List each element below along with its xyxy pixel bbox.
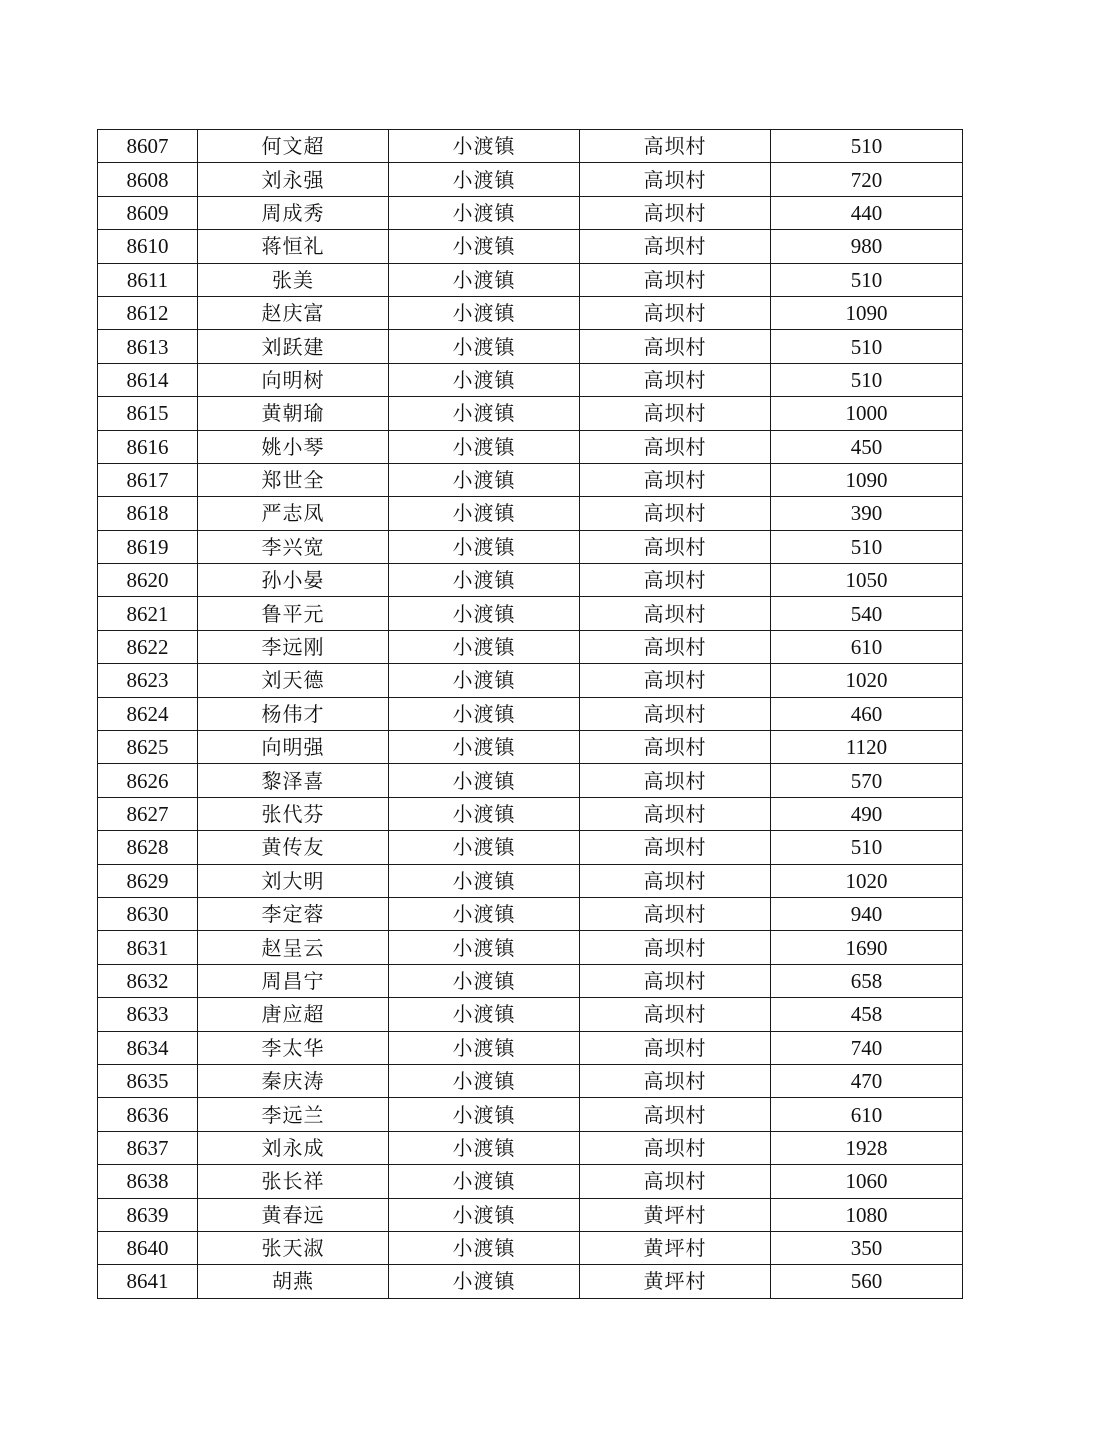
cell-id: 8611 xyxy=(98,263,198,296)
cell-amount: 740 xyxy=(771,1031,963,1064)
table-row xyxy=(98,130,963,163)
table-row xyxy=(98,196,963,229)
cell-amount: 1928 xyxy=(771,1131,963,1164)
cell-name: 赵庆富 xyxy=(198,296,389,329)
cell-amount: 460 xyxy=(771,697,963,730)
cell-id: 8634 xyxy=(98,1031,198,1064)
cell-name: 张代芬 xyxy=(198,797,389,830)
table-row xyxy=(98,330,963,363)
cell-village: 高坝村 xyxy=(580,530,771,563)
cell-town: 小渡镇 xyxy=(389,263,580,296)
cell-town: 小渡镇 xyxy=(389,597,580,630)
roster-table xyxy=(97,129,963,1299)
cell-village: 高坝村 xyxy=(580,797,771,830)
cell-id: 8637 xyxy=(98,1131,198,1164)
table-row xyxy=(98,964,963,997)
cell-name: 严志凤 xyxy=(198,497,389,530)
cell-town: 小渡镇 xyxy=(389,530,580,563)
cell-town: 小渡镇 xyxy=(389,330,580,363)
cell-town: 小渡镇 xyxy=(389,230,580,263)
cell-amount: 440 xyxy=(771,196,963,229)
cell-village: 高坝村 xyxy=(580,1131,771,1164)
cell-village: 高坝村 xyxy=(580,597,771,630)
table-row xyxy=(98,430,963,463)
cell-id: 8629 xyxy=(98,864,198,897)
cell-town: 小渡镇 xyxy=(389,897,580,930)
table-row xyxy=(98,630,963,663)
cell-amount: 1020 xyxy=(771,664,963,697)
cell-amount: 510 xyxy=(771,130,963,163)
cell-id: 8619 xyxy=(98,530,198,563)
cell-village: 高坝村 xyxy=(580,397,771,430)
table-row xyxy=(98,1165,963,1198)
cell-town: 小渡镇 xyxy=(389,1265,580,1298)
cell-town: 小渡镇 xyxy=(389,397,580,430)
cell-id: 8610 xyxy=(98,230,198,263)
table-row xyxy=(98,931,963,964)
cell-village: 高坝村 xyxy=(580,1098,771,1131)
cell-id: 8627 xyxy=(98,797,198,830)
cell-name: 胡燕 xyxy=(198,1265,389,1298)
table-row xyxy=(98,1198,963,1231)
cell-village: 高坝村 xyxy=(580,497,771,530)
table-row xyxy=(98,998,963,1031)
table-row xyxy=(98,831,963,864)
cell-name: 李定蓉 xyxy=(198,897,389,930)
table-row xyxy=(98,497,963,530)
cell-name: 张长祥 xyxy=(198,1165,389,1198)
cell-town: 小渡镇 xyxy=(389,1165,580,1198)
cell-village: 高坝村 xyxy=(580,363,771,396)
cell-id: 8620 xyxy=(98,564,198,597)
cell-village: 高坝村 xyxy=(580,764,771,797)
cell-id: 8638 xyxy=(98,1165,198,1198)
cell-town: 小渡镇 xyxy=(389,731,580,764)
table-row xyxy=(98,897,963,930)
cell-town: 小渡镇 xyxy=(389,196,580,229)
cell-name: 鲁平元 xyxy=(198,597,389,630)
cell-village: 高坝村 xyxy=(580,1031,771,1064)
cell-name: 赵呈云 xyxy=(198,931,389,964)
cell-town: 小渡镇 xyxy=(389,1198,580,1231)
table-row xyxy=(98,230,963,263)
cell-town: 小渡镇 xyxy=(389,1064,580,1097)
cell-amount: 560 xyxy=(771,1265,963,1298)
cell-name: 周昌宁 xyxy=(198,964,389,997)
cell-id: 8616 xyxy=(98,430,198,463)
cell-id: 8640 xyxy=(98,1231,198,1264)
cell-village: 高坝村 xyxy=(580,430,771,463)
cell-amount: 510 xyxy=(771,330,963,363)
cell-amount: 1060 xyxy=(771,1165,963,1198)
table-row xyxy=(98,1265,963,1298)
cell-id: 8633 xyxy=(98,998,198,1031)
cell-id: 8628 xyxy=(98,831,198,864)
cell-name: 何文超 xyxy=(198,130,389,163)
cell-amount: 510 xyxy=(771,363,963,396)
cell-village: 高坝村 xyxy=(580,964,771,997)
cell-amount: 610 xyxy=(771,630,963,663)
cell-name: 刘跃建 xyxy=(198,330,389,363)
table-row xyxy=(98,397,963,430)
cell-id: 8631 xyxy=(98,931,198,964)
table-row xyxy=(98,1064,963,1097)
cell-town: 小渡镇 xyxy=(389,130,580,163)
cell-name: 李兴宽 xyxy=(198,530,389,563)
table-row xyxy=(98,296,963,329)
cell-town: 小渡镇 xyxy=(389,864,580,897)
cell-village: 高坝村 xyxy=(580,897,771,930)
cell-amount: 1000 xyxy=(771,397,963,430)
cell-village: 高坝村 xyxy=(580,1165,771,1198)
cell-id: 8622 xyxy=(98,630,198,663)
cell-amount: 1050 xyxy=(771,564,963,597)
cell-village: 高坝村 xyxy=(580,998,771,1031)
cell-amount: 1080 xyxy=(771,1198,963,1231)
cell-name: 姚小琴 xyxy=(198,430,389,463)
cell-town: 小渡镇 xyxy=(389,363,580,396)
cell-amount: 980 xyxy=(771,230,963,263)
cell-amount: 570 xyxy=(771,764,963,797)
table-row xyxy=(98,697,963,730)
cell-amount: 540 xyxy=(771,597,963,630)
cell-village: 高坝村 xyxy=(580,697,771,730)
cell-name: 蒋恒礼 xyxy=(198,230,389,263)
cell-village: 高坝村 xyxy=(580,564,771,597)
cell-amount: 510 xyxy=(771,530,963,563)
cell-amount: 658 xyxy=(771,964,963,997)
table-row xyxy=(98,363,963,396)
table-row xyxy=(98,1131,963,1164)
table-row xyxy=(98,530,963,563)
table-row xyxy=(98,263,963,296)
cell-amount: 1020 xyxy=(771,864,963,897)
cell-amount: 1120 xyxy=(771,731,963,764)
cell-amount: 720 xyxy=(771,163,963,196)
table-row xyxy=(98,463,963,496)
cell-id: 8636 xyxy=(98,1098,198,1131)
cell-name: 秦庆涛 xyxy=(198,1064,389,1097)
cell-id: 8615 xyxy=(98,397,198,430)
table-row xyxy=(98,864,963,897)
cell-id: 8607 xyxy=(98,130,198,163)
cell-village: 高坝村 xyxy=(580,664,771,697)
cell-name: 刘大明 xyxy=(198,864,389,897)
cell-name: 刘永强 xyxy=(198,163,389,196)
cell-name: 李远刚 xyxy=(198,630,389,663)
document-page xyxy=(97,129,963,1299)
table-row xyxy=(98,1031,963,1064)
cell-village: 高坝村 xyxy=(580,864,771,897)
table-row xyxy=(98,597,963,630)
cell-village: 高坝村 xyxy=(580,731,771,764)
cell-amount: 1690 xyxy=(771,931,963,964)
cell-id: 8623 xyxy=(98,664,198,697)
cell-village: 黄坪村 xyxy=(580,1198,771,1231)
cell-id: 8613 xyxy=(98,330,198,363)
cell-id: 8609 xyxy=(98,196,198,229)
cell-amount: 458 xyxy=(771,998,963,1031)
cell-id: 8617 xyxy=(98,463,198,496)
cell-name: 黄朝瑜 xyxy=(198,397,389,430)
cell-town: 小渡镇 xyxy=(389,964,580,997)
cell-village: 高坝村 xyxy=(580,463,771,496)
cell-town: 小渡镇 xyxy=(389,564,580,597)
cell-name: 李远兰 xyxy=(198,1098,389,1131)
cell-town: 小渡镇 xyxy=(389,998,580,1031)
cell-village: 高坝村 xyxy=(580,1064,771,1097)
cell-town: 小渡镇 xyxy=(389,1098,580,1131)
cell-amount: 1090 xyxy=(771,296,963,329)
cell-village: 高坝村 xyxy=(580,831,771,864)
cell-name: 刘天德 xyxy=(198,664,389,697)
cell-village: 高坝村 xyxy=(580,630,771,663)
cell-village: 黄坪村 xyxy=(580,1265,771,1298)
cell-town: 小渡镇 xyxy=(389,931,580,964)
cell-id: 8624 xyxy=(98,697,198,730)
cell-amount: 350 xyxy=(771,1231,963,1264)
cell-amount: 390 xyxy=(771,497,963,530)
cell-name: 郑世全 xyxy=(198,463,389,496)
cell-name: 李太华 xyxy=(198,1031,389,1064)
cell-town: 小渡镇 xyxy=(389,430,580,463)
cell-id: 8632 xyxy=(98,964,198,997)
cell-town: 小渡镇 xyxy=(389,463,580,496)
cell-name: 张美 xyxy=(198,263,389,296)
cell-id: 8614 xyxy=(98,363,198,396)
cell-name: 向明树 xyxy=(198,363,389,396)
cell-id: 8630 xyxy=(98,897,198,930)
cell-amount: 470 xyxy=(771,1064,963,1097)
cell-town: 小渡镇 xyxy=(389,1031,580,1064)
cell-id: 8621 xyxy=(98,597,198,630)
cell-town: 小渡镇 xyxy=(389,664,580,697)
cell-village: 高坝村 xyxy=(580,263,771,296)
cell-town: 小渡镇 xyxy=(389,630,580,663)
cell-village: 高坝村 xyxy=(580,330,771,363)
cell-name: 周成秀 xyxy=(198,196,389,229)
table-row xyxy=(98,163,963,196)
cell-amount: 510 xyxy=(771,831,963,864)
cell-town: 小渡镇 xyxy=(389,697,580,730)
table-row xyxy=(98,797,963,830)
cell-name: 黎泽喜 xyxy=(198,764,389,797)
cell-town: 小渡镇 xyxy=(389,1131,580,1164)
cell-name: 黄传友 xyxy=(198,831,389,864)
cell-town: 小渡镇 xyxy=(389,1231,580,1264)
cell-name: 黄春远 xyxy=(198,1198,389,1231)
cell-amount: 940 xyxy=(771,897,963,930)
table-row xyxy=(98,564,963,597)
cell-amount: 1090 xyxy=(771,463,963,496)
cell-amount: 510 xyxy=(771,263,963,296)
cell-name: 唐应超 xyxy=(198,998,389,1031)
cell-village: 黄坪村 xyxy=(580,1231,771,1264)
table-row xyxy=(98,764,963,797)
cell-id: 8635 xyxy=(98,1064,198,1097)
cell-id: 8608 xyxy=(98,163,198,196)
cell-village: 高坝村 xyxy=(580,230,771,263)
cell-amount: 490 xyxy=(771,797,963,830)
cell-village: 高坝村 xyxy=(580,196,771,229)
cell-name: 刘永成 xyxy=(198,1131,389,1164)
cell-id: 8625 xyxy=(98,731,198,764)
cell-id: 8612 xyxy=(98,296,198,329)
roster-table-body xyxy=(98,130,963,1299)
cell-name: 孙小晏 xyxy=(198,564,389,597)
cell-amount: 450 xyxy=(771,430,963,463)
cell-name: 张天淑 xyxy=(198,1231,389,1264)
cell-id: 8626 xyxy=(98,764,198,797)
cell-town: 小渡镇 xyxy=(389,797,580,830)
table-row xyxy=(98,664,963,697)
cell-village: 高坝村 xyxy=(580,163,771,196)
cell-town: 小渡镇 xyxy=(389,764,580,797)
cell-id: 8641 xyxy=(98,1265,198,1298)
cell-village: 高坝村 xyxy=(580,296,771,329)
cell-town: 小渡镇 xyxy=(389,497,580,530)
cell-id: 8639 xyxy=(98,1198,198,1231)
cell-name: 向明强 xyxy=(198,731,389,764)
cell-town: 小渡镇 xyxy=(389,296,580,329)
cell-name: 杨伟才 xyxy=(198,697,389,730)
table-row xyxy=(98,1098,963,1131)
cell-village: 高坝村 xyxy=(580,130,771,163)
table-row xyxy=(98,1231,963,1264)
cell-town: 小渡镇 xyxy=(389,163,580,196)
table-row xyxy=(98,731,963,764)
cell-amount: 610 xyxy=(771,1098,963,1131)
cell-id: 8618 xyxy=(98,497,198,530)
cell-town: 小渡镇 xyxy=(389,831,580,864)
cell-village: 高坝村 xyxy=(580,931,771,964)
